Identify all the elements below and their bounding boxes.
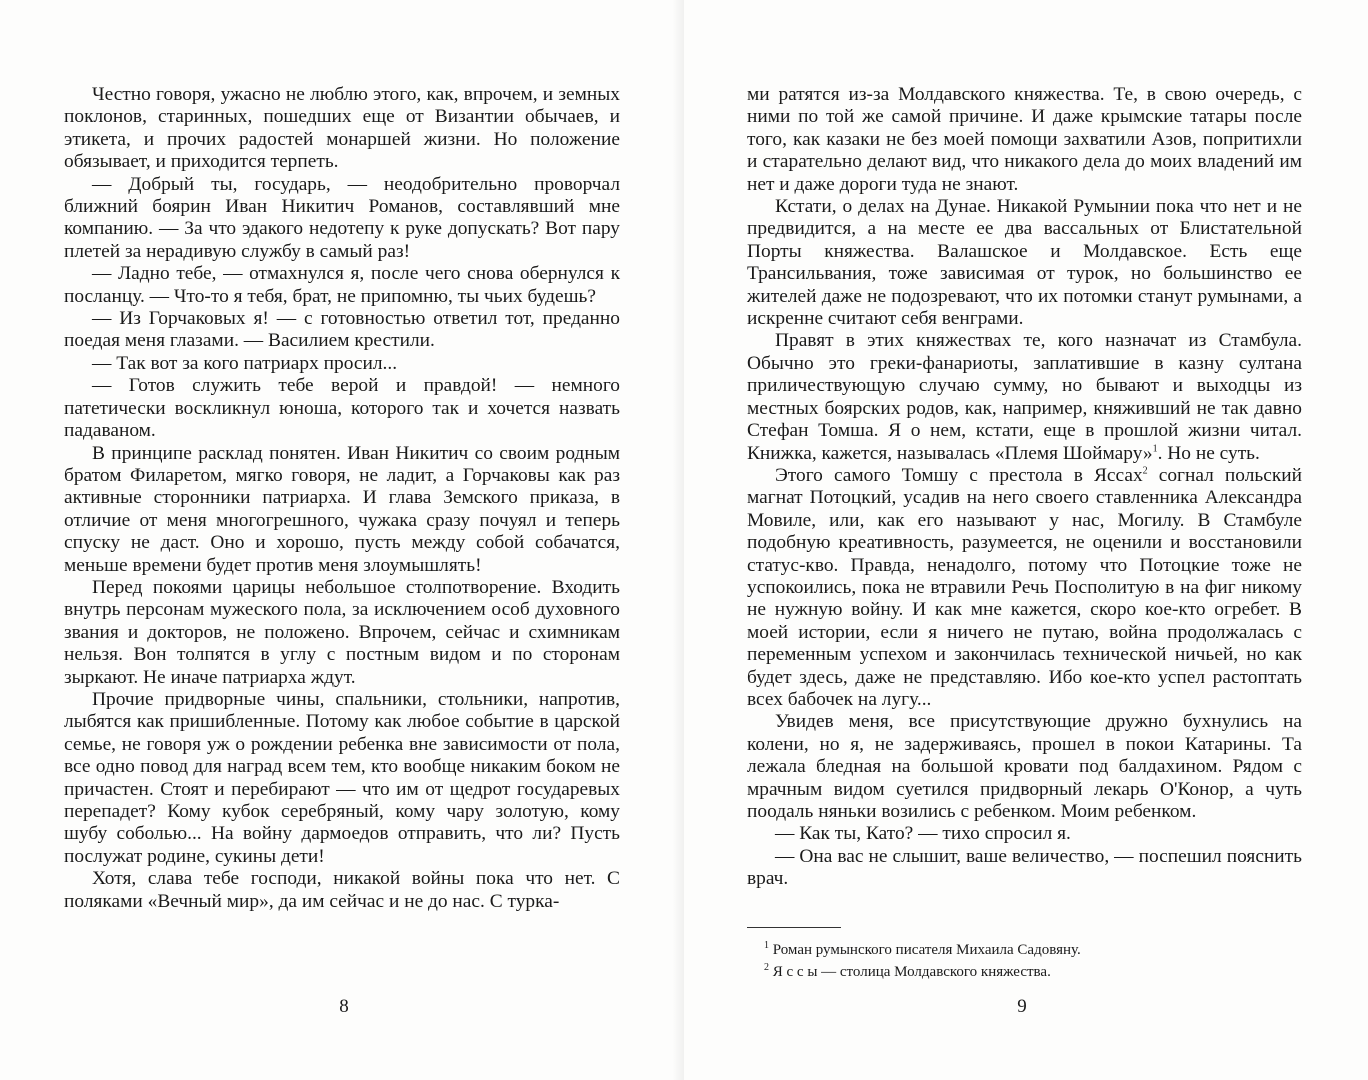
paragraph: — Готов служить тебе верой и правдой! — немного патетически воскликнул юноша, которого так и хочется назвать падаваном. xyxy=(64,375,620,442)
footnote-text: Роман румынского писателя Михаила Садовяну. xyxy=(769,942,1081,958)
footnote xyxy=(752,939,1292,961)
footnote-text: Я с с ы — столица Молдавского княжества. xyxy=(769,964,1051,980)
page-number: 8 xyxy=(339,996,349,1017)
right-text-column xyxy=(747,84,1302,891)
paragraph: — Из Горчаковых я! — с готовностью ответил тот, преданно поедая меня глазами. — Василием крестили. xyxy=(64,308,620,352)
paragraph: Перед покоями царицы небольшое столпотворение. Входить внутрь персонам мужеского пола, за исключением особ духовного звания и докторов, не положено. Впрочем, сейчас и схимникам нельзя. Вон толпятся в углу с постным видом и по сторонам зыркают. Не иначе патриарха ждут. xyxy=(64,576,620,688)
paragraph: — Как ты, Като? — тихо спросил я. xyxy=(775,823,1071,845)
paragraph: ми ратятся из-за Молдавского княжества. Те, в свою очередь, с ними по той же самой причине. И даже крымские татары после того, как казаки не без моей помощи захватили Азов, попритихли и старательно делают вид, что никакого дела до моих владений им нет и даже дороги туда не знают. xyxy=(747,84,1302,195)
footnotes xyxy=(752,939,1292,983)
paragraph-text: Правят в этих княжествах те, кого назначат из Стамбула. Обычно это греки-фанариоты, заплатившие в казну султана приличествующую случаю сумму, но бывают и выходцы из местных боярских родов, как, например, княживший не так давно Стефан Томша. Я о нем, кстати, еще в прошлой жизни читал. Книжка, кажется, называлась «Племя Шоймару» xyxy=(747,330,1302,464)
paragraph xyxy=(747,330,1302,464)
paragraph: В принципе расклад понятен. Иван Никитич со своим родным братом Филаретом, мягко говоря, не ладит, а Горчаковы как раз активные сторонники патриарха. И глава Земского приказа, в отличие от меня многогрешного, чужака сразу почуял и теперь спуску не даст. Оно и хорошо, пусть между собой собачатся, меньше времени будет против меня злоумышлять! xyxy=(64,442,620,576)
paragraph: — Ладно тебе, — отмахнулся я, после чего снова обернулся к посланцу. — Что-то я тебя, брат, не припомню, ты чьих будешь? xyxy=(64,263,620,307)
paragraph xyxy=(747,465,1302,711)
paragraph-text: Этого самого Томшу с престола в Яссах xyxy=(775,464,1143,486)
paragraph: — Она вас не слышит, ваше величество, — поспешил пояснить врач. xyxy=(747,845,1302,890)
footnote xyxy=(752,961,1292,983)
footnote-mark: 2 xyxy=(764,962,769,973)
footnote-mark: 1 xyxy=(764,940,769,951)
paragraph: — Добрый ты, государь, — неодобрительно проворчал ближний боярин Иван Никитич Романов, составлявший мне компанию. — За что эдакого недотепу к руке допускать? Вот пару плетей за нерадивую службу в самый раз! xyxy=(64,173,620,262)
paragraph: — Так вот за кого патриарх просил... xyxy=(92,352,398,374)
paragraph: Хотя, слава тебе господи, никакой войны пока что нет. С поляками «Вечный мир», да им сейчас и не до нас. С турка- xyxy=(64,868,620,912)
left-text-column xyxy=(64,84,620,913)
right-page xyxy=(684,0,1368,1080)
footnote-reference: 2 xyxy=(1142,465,1148,477)
footnote-reference: 1 xyxy=(1152,443,1158,455)
paragraph: Кстати, о делах на Дунае. Никакой Румынии пока что нет и не предвидится, а на месте ее два вассальных от Блистательной Порты княжества. Валашское и Молдавское. Есть еще Трансильвания, тоже зависимая от турок, но большинство ее жителей даже не подозревают, что их потомки станут румынами, а искренне считают себя венграми. xyxy=(747,196,1302,330)
footnote-divider xyxy=(747,927,841,928)
paragraph: Прочие придворные чины, спальники, стольники, напротив, лыбятся как пришибленные. Потому как любое событие в царской семье, не говоря уж о рождении ребенка вне зависимости от пола, все одно повод для наград всем тем, кто вообще никаким боком не причастен. Стоят и перебирают — что им от щедрот государевых перепадет? Кому кубок серебряный, кому чару золотую, кому шубу соболью... На войну дармоедов отправить, что ли? Пусть послужат родине, сукины дети! xyxy=(64,688,620,867)
paragraph: Увидев меня, все присутствующие дружно бухнулись на колени, но я, не задерживаясь, прошел в покои Катарины. Та лежала бледная на большой кровати под балдахином. Рядом с мрачным видом суетился придворный лекарь О'Конор, а чуть поодаль няньки возились с ребенком. Моим ребенком. xyxy=(747,711,1302,822)
paragraph: Честно говоря, ужасно не люблю этого, как, впрочем, и земных поклонов, старинных, пошедших еще от Византии обычаев, и этикета, и прочих радостей монаршей жизни. Но положение обязывает, и приходится терпеть. xyxy=(64,84,620,173)
page-number: 9 xyxy=(1017,996,1027,1017)
paragraph-text: . Но не суть. xyxy=(1157,442,1260,464)
paragraph-text: согнал польский магнат Потоцкий, усадив на него своего ставленника Александра Мовиле, или, как его называют у нас, Могилу. В Стамбуле подобную креативность, разумеется, не оценили и восстановили статус-кво. Правда, ненадолго, потому что Потоцкие тоже не успокоились, пока не втравили Речь Посполитую в на фиг никому не нужную войну. И как мне кажется, скоро кое-кто огребет. В моей истории, если я ничего не путаю, война продолжалась с переменным успехом и закончилась технической ничьей, но как будет здесь, даже не представляю. Ибо кое-кто успел растоптать всех бабочек на лугу... xyxy=(747,464,1302,710)
